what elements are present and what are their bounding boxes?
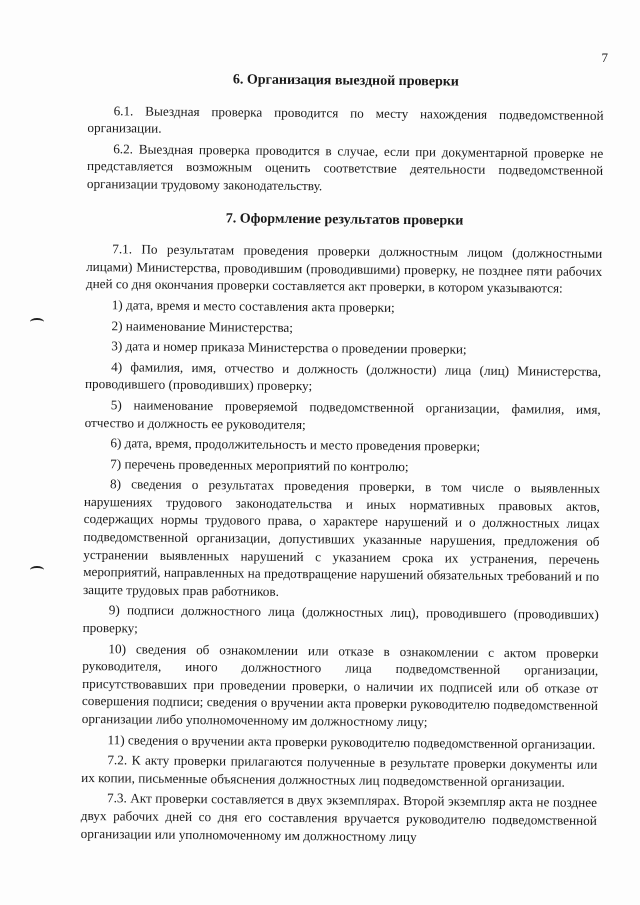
paragraph-6-2: 6.2. Выездная проверка проводится в случае, если при документарной проверке не представляется возможным оценить соответствие деятельности подведомственной организации трудовому законодательству. — [86, 141, 604, 194]
paragraph-7-3: 7.3. Акт проверки составляется в двух экземплярах. Второй экземпляр акта не позднее двух рабочих дней со дня его составления вручается руководителю подведомственной организации или уполномоченному им должностному лицу — [80, 790, 598, 844]
list-item: 2) наименование Министерства; — [111, 317, 294, 335]
list-item: 10) сведения об ознакомлении или отказе в ознакомлении с актом проверки руководителя, иного должностного лица подведомственной организации, присутствовавших при проведении проверки, о наличии их подписей или об отказе от совершения подписи; сведения о вручении акта проверки руководителю подведомственной организации либо уполномоченному им должностному лицу; — [81, 640, 599, 730]
page-number: 7 — [601, 50, 608, 65]
list-item: 7) перечень проведенных мероприятий по контролю; — [110, 455, 409, 474]
list-item: 6) дата, время, продолжительность и место проведения проверки; — [110, 435, 481, 454]
paragraph-7-1: 7.1. По результатам проведения проверки должностным лицом (должностными лицами) Министерства, проводившим (проводившими) проверку, не позднее пяти рабочих дней со дня окончания проверки составляется акт проверки, в котором указываются: — [85, 241, 603, 296]
list-item: 11) сведения о вручении акта проверки руководителю подведомственной организации. — [107, 731, 596, 752]
list-item: 8) сведения о результатах проведения проверки, в том числе о выявленных нарушениях трудового законодательства и иных нормативных правовых актов, содержащих нормы трудового права, о характере нарушений и о должностных лицах подведомственной организации, допустивших указанные нарушения, предложения об устранении выявленных нарушений с указанием срока их устранения, перечень мероприятий, направленных на предотвращение нарушений обязательных требований и по защите трудовых прав работников. — [82, 476, 601, 599]
section-6-heading: 6. Организация выездной проверки — [232, 72, 459, 90]
list-item: 9) подписи должностного лица (должностных лиц), проводившего (проводивших) проверку; — [82, 602, 599, 636]
margin-mark — [30, 318, 44, 326]
list-item: 1) дата, время и место составления акта проверки; — [111, 297, 395, 315]
paragraph-6-1: 6.1. Выездная проверка проводится по месту нахождения подведомственной организации. — [87, 102, 604, 136]
list-item: 4) фамилия, имя, отчество и должность (должности) лица (лиц) Министерства, проводившего (проводивших) проверку; — [84, 358, 602, 394]
list-item: 5) наименование проверяемой подведомственной организации, фамилия, имя, отчество и должность ее руководителя; — [84, 397, 601, 432]
section-7-heading: 7. Оформление результатов проверки — [225, 210, 464, 229]
paragraph-7-2: 7.2. К акту проверки прилагаются полученные в результате проверки документы или их копии, письменные объяснения должностных лиц подведомственной организации. — [81, 752, 598, 790]
margin-mark — [30, 566, 44, 574]
list-item: 3) дата и номер приказа Министерства о проведении проверки; — [111, 338, 467, 357]
document-body — [81, 70, 604, 850]
